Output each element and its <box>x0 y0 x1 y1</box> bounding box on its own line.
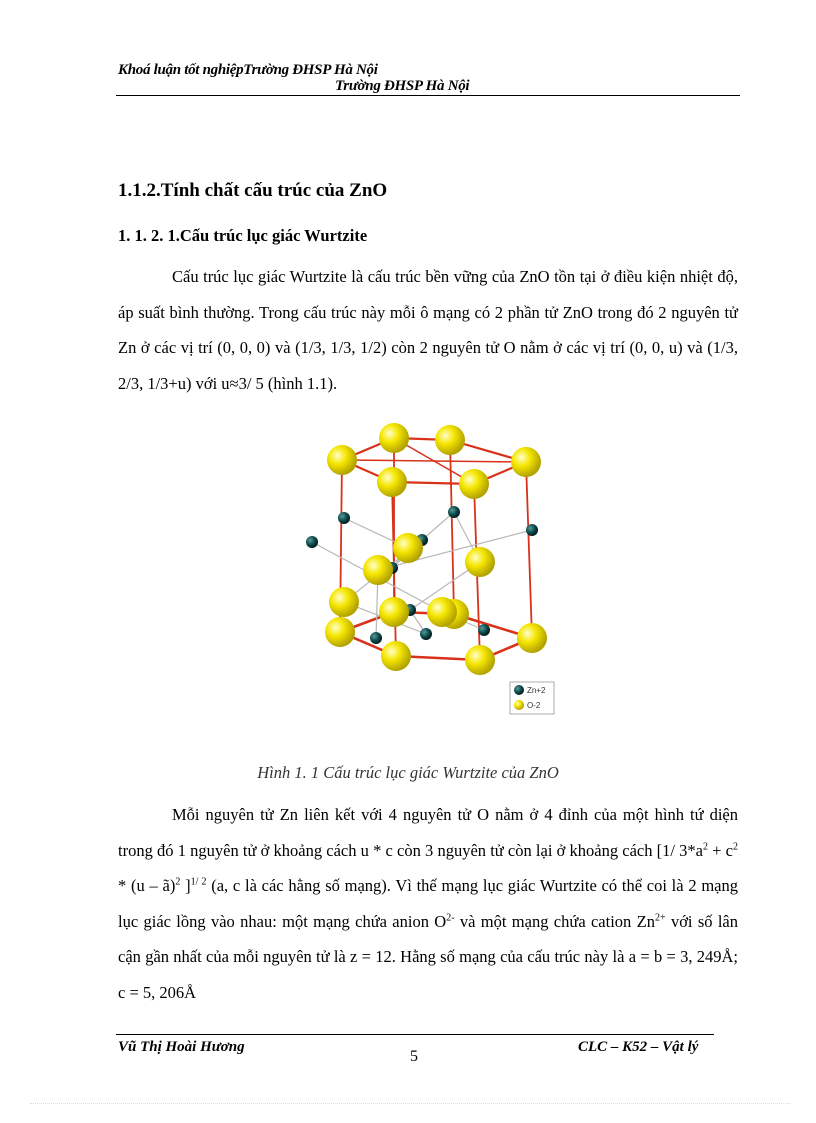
subsection-heading: 1. 1. 2. 1.Cấu trúc lục giác Wurtzite <box>118 226 368 245</box>
p2-text-2: + c <box>708 840 733 860</box>
legend-o-label: O-2 <box>527 701 541 710</box>
p2-sup-4: 1/ 2 <box>190 876 207 888</box>
o-atom <box>379 423 409 453</box>
p2-text-7: với số lân cận gần nhất của mỗi nguyên tử là z = 12. Hằng số mạng của cấu trúc này là a = b = 3, 249Å; c = 5, 206Å <box>118 911 739 1002</box>
zn-atom <box>448 506 460 518</box>
header-title-line1: Khoá luận tốt nghiệpTrường ĐHSP Hà Nội <box>118 62 378 78</box>
p2-sup-6: 2+ <box>654 912 666 923</box>
zn-atom <box>370 632 382 644</box>
p2-text-3b: ) <box>169 876 176 895</box>
p2-text-1: Mỗi nguyên tử Zn liên kết với 4 nguyên tử O nằm ở 4 đỉnh của một hình tứ diện trong đó 1 nguyên tử ở khoảng cách u * c còn 3 nguyên tử còn lại ở khoảng cách [1/ 3*a <box>118 805 738 860</box>
page-number: 5 <box>410 1048 418 1065</box>
bond-line <box>526 462 532 638</box>
o-atom <box>427 597 457 627</box>
o-atom <box>393 533 423 563</box>
o-atom <box>465 645 495 675</box>
o-atom <box>517 623 547 653</box>
p2-atilde: ã <box>162 876 170 895</box>
p2-text-3: * (u – <box>118 876 163 895</box>
p2-text-6: và một mạng chứa cation Zn <box>454 911 655 931</box>
paragraph-wurtzite-intro <box>118 259 738 401</box>
footer-author: Vũ Thị Hoài Hương <box>118 1039 245 1055</box>
paragraph-wurtzite-detail <box>118 797 738 1010</box>
footer-divider <box>116 1034 714 1035</box>
o-atom <box>459 469 489 499</box>
zn-atom-legend-icon <box>514 685 524 695</box>
paragraph-1-text: Cấu trúc lục giác Wurtzite là cấu trúc bền vững của ZnO tồn tại ở điều kiện nhiệt độ, áp suất bình thường. Trong cấu trúc này mỗi ô mạng có 2 phần tử ZnO trong đó 2 nguyên tử Zn ở các vị trí (0, 0, 0) và (1/3, 1/3, 1/2) còn 2 nguyên tử O nằm ở các vị trí (0, 0, u) và (1/3, 2/3, 1/3+u) với u≈3/ 5 (hình 1.1). <box>118 267 738 393</box>
header-divider <box>116 95 740 96</box>
o-atom <box>435 425 465 455</box>
section-heading: 1.1.2.Tính chất cấu trúc của ZnO <box>118 180 388 201</box>
o-atom <box>329 587 359 617</box>
p2-sup-5: 2- <box>446 912 455 923</box>
bond-line <box>342 460 526 462</box>
o-atom-legend-icon <box>514 700 524 710</box>
p2-sup-2: 2 <box>733 841 738 852</box>
wurtzite-structure-figure <box>282 420 582 720</box>
o-atom <box>363 555 393 585</box>
o-atom <box>381 641 411 671</box>
o-atom <box>377 467 407 497</box>
zn-atom <box>306 536 318 548</box>
o-atom <box>465 547 495 577</box>
p2-text-4: ] <box>180 876 191 895</box>
legend-zn-label: Zn+2 <box>527 686 546 695</box>
zn-atom <box>526 524 538 536</box>
footer-class-info: CLC – K52 – Vật lý <box>578 1039 699 1055</box>
p2-sup-1: 2 <box>703 841 708 852</box>
legend-box <box>510 682 554 714</box>
p2-sup-3: 2 <box>175 876 181 888</box>
header-title-line2: Trường ĐHSP Hà Nội <box>335 78 470 94</box>
zn-atom <box>478 624 490 636</box>
o-atom <box>327 445 357 475</box>
o-atom <box>325 617 355 647</box>
zn-atom <box>420 628 432 640</box>
page-bottom-edge <box>30 1103 790 1104</box>
bond-line <box>450 440 454 614</box>
o-atom <box>511 447 541 477</box>
zn-atom <box>338 512 350 524</box>
o-atom <box>379 597 409 627</box>
bond-line <box>422 512 454 540</box>
p2-text-5: (a, c là các hằng số mạng). Vì thế mạng lục giác Wurtzite có thể coi là 2 mạng lục giác lồng vào nhau: một mạng chứa anion O <box>118 876 738 931</box>
figure-caption: Hình 1. 1 Cấu trúc lục giác Wurtzite của ZnO <box>257 763 559 782</box>
